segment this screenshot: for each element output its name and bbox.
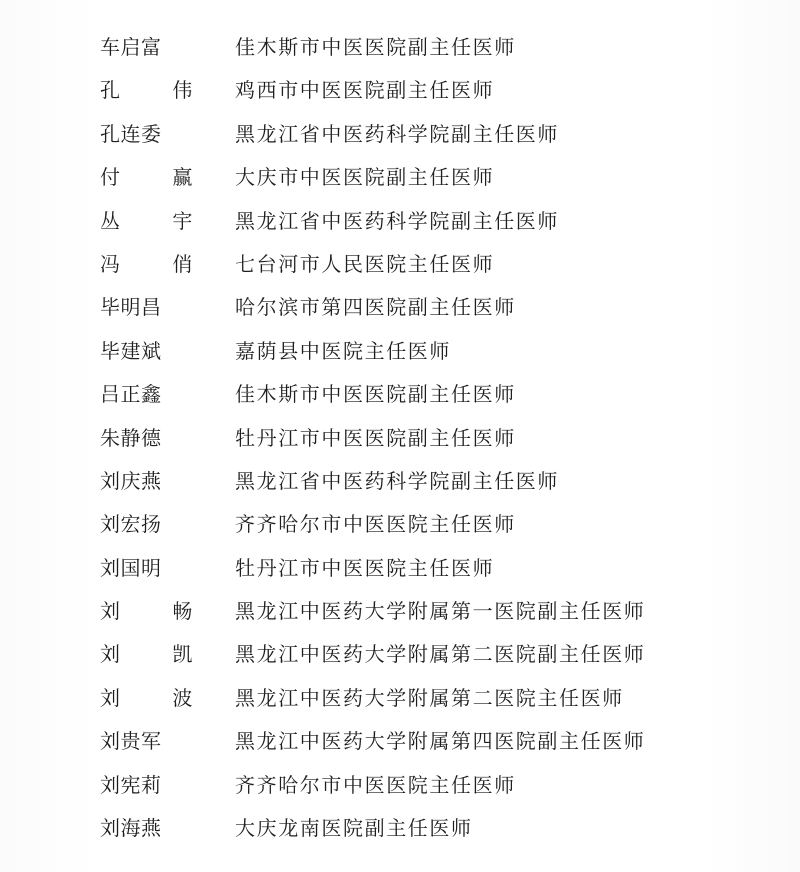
person-affiliation: 牡丹江市中医医院主任医师 [235, 555, 495, 580]
roster-list [0, 24, 800, 848]
person-affiliation: 齐齐哈尔市中医医院主任医师 [235, 772, 516, 797]
person-affiliation: 鸡西市中医医院副主任医师 [235, 78, 495, 103]
list-item [0, 805, 800, 848]
person-affiliation: 黑龙江省中医药科学院副主任医师 [235, 468, 559, 493]
list-item [0, 241, 800, 284]
person-name: 车启富 [100, 35, 162, 59]
person-affiliation: 黑龙江中医药大学附属第二医院主任医师 [235, 685, 624, 710]
list-item [0, 67, 800, 110]
person-name: 刘国明 [100, 555, 162, 580]
person-name: 丛 宇 [100, 208, 216, 233]
person-name: 付 赢 [100, 165, 216, 190]
person-affiliation: 大庆龙南医院副主任医师 [235, 816, 473, 841]
person-name: 冯 俏 [100, 251, 216, 276]
list-item [0, 415, 800, 458]
person-name: 吕正鑫 [100, 382, 162, 407]
person-name: 孔连委 [100, 121, 162, 146]
person-name: 刘宏扬 [100, 512, 162, 537]
person-affiliation: 佳木斯市中医医院副主任医师 [235, 35, 516, 59]
person-name: 刘 波 [100, 685, 216, 710]
list-item [0, 458, 800, 501]
person-affiliation: 哈尔滨市第四医院副主任医师 [235, 295, 516, 320]
person-name: 刘庆燕 [100, 468, 162, 493]
person-name: 孔 伟 [100, 78, 216, 103]
list-item [0, 588, 800, 631]
person-affiliation: 佳木斯市中医医院副主任医师 [235, 382, 516, 407]
person-name: 毕明昌 [100, 295, 162, 320]
person-affiliation: 黑龙江中医药大学附属第二医院副主任医师 [235, 642, 646, 667]
person-affiliation: 齐齐哈尔市中医医院主任医师 [235, 512, 516, 537]
person-affiliation: 黑龙江省中医药科学院副主任医师 [235, 121, 559, 146]
person-name: 朱静德 [100, 425, 162, 450]
person-name: 刘 畅 [100, 599, 216, 624]
list-item [0, 371, 800, 414]
person-affiliation: 黑龙江省中医药科学院副主任医师 [235, 208, 559, 233]
person-name: 刘 凯 [100, 642, 216, 667]
list-item [0, 545, 800, 588]
person-name: 毕建斌 [100, 338, 162, 363]
list-item [0, 631, 800, 674]
person-affiliation: 牡丹江市中医医院副主任医师 [235, 425, 516, 450]
list-item [0, 675, 800, 718]
person-name: 刘贵军 [100, 729, 162, 754]
person-affiliation: 黑龙江中医药大学附属第四医院副主任医师 [235, 729, 646, 754]
list-item [0, 111, 800, 154]
list-item [0, 762, 800, 805]
list-item [0, 501, 800, 544]
list-item [0, 718, 800, 761]
list-item [0, 328, 800, 371]
person-affiliation: 黑龙江中医药大学附属第一医院副主任医师 [235, 599, 646, 624]
list-item [0, 154, 800, 197]
person-name: 刘宪莉 [100, 772, 162, 797]
person-affiliation: 大庆市中医医院副主任医师 [235, 165, 495, 190]
list-item [0, 284, 800, 327]
list-item [0, 198, 800, 241]
person-affiliation: 七台河市人民医院主任医师 [235, 251, 495, 276]
list-item [0, 24, 800, 67]
person-name: 刘海燕 [100, 816, 162, 841]
person-affiliation: 嘉荫县中医院主任医师 [235, 338, 451, 363]
